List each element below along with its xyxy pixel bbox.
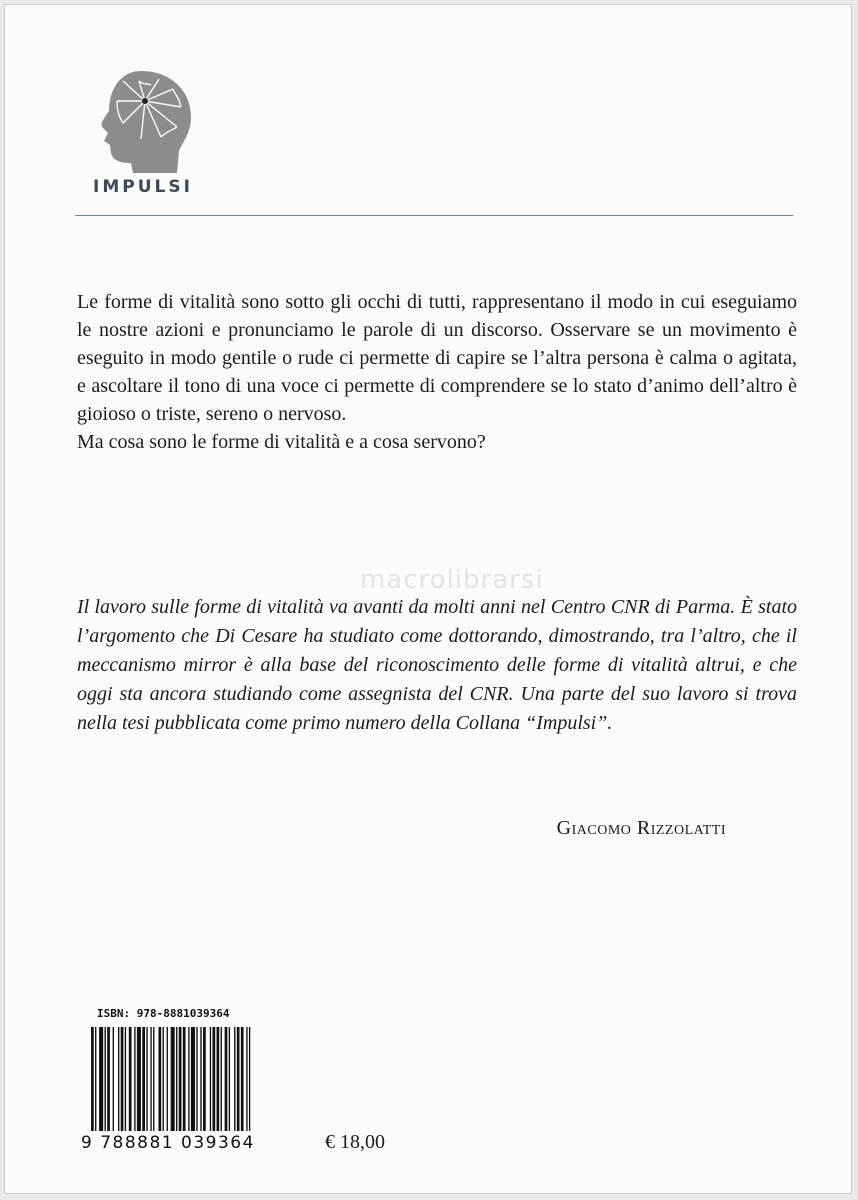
isbn-label: ISBN: 978-8881039364: [97, 1007, 230, 1020]
series-name: IMPULSI: [93, 177, 193, 197]
price: € 18,00: [325, 1131, 385, 1153]
divider-line: [75, 215, 793, 216]
blurb-question: Ma cosa sono le forme di vitalità e a cosa servono?: [77, 431, 486, 453]
quote-author: Giacomo Rizzolatti: [556, 817, 726, 839]
watermark-text: macrolibrarsi: [360, 565, 544, 595]
book-back-cover: [4, 4, 852, 1194]
impulsi-logo: [83, 67, 203, 197]
blurb-paragraph: Le forme di vitalità sono sotto gli occhi di tutti, rappresentano il modo in cui eseguiamo le nostre azioni e pronunciamo le parole di un discorso. Osservare se un movimento è eseguito in modo gentile o rude ci permette di capire se l’altra persona è calma o agitata, e ascoltare il tono di una voce ci permette di comprendere se lo stato d’animo dell’altro è gioioso o triste, sereno o nervoso.: [77, 291, 797, 425]
endorsement-quote: Il lavoro sulle forme di vitalità va avanti da molti anni nel Centro CNR di Parma. È stato l’argomento che Di Cesare ha studiato come dottorando, dimostrando, tra l’altro, che il meccanismo mirror è alla base del riconoscimento delle forme di vitalità altrui, e che oggi sta ancora studiando come assegnista del CNR. Una parte del suo lavoro si trova nella tesi pubblicata come primo numero della Collana “Impulsi”.: [77, 596, 797, 734]
barcode-digits: 9 788881 039364: [81, 1133, 255, 1153]
head-silhouette-icon: [83, 67, 203, 177]
isbn-barcode: [81, 1007, 301, 1153]
barcode-bars-icon: [91, 1027, 301, 1131]
blurb-text: [77, 288, 797, 456]
